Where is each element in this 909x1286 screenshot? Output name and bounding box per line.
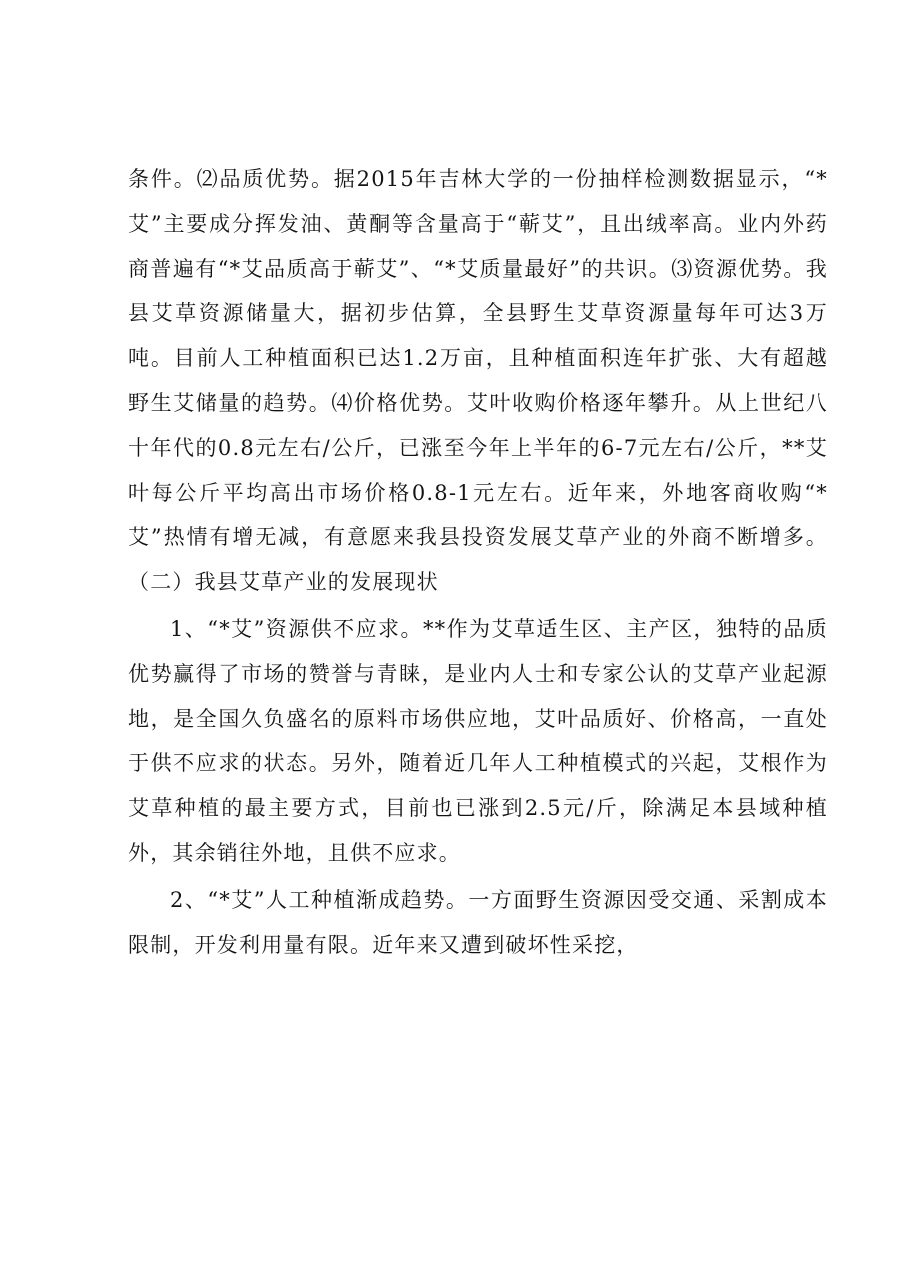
paragraph-quality-advantage: 条件。⑵品质优势。据2015年吉林大学的一份抽样检测数据显示，“*艾”主要成分挥发油、黄酮等含量高于“蕲艾”，且出绒率高。业内外药商普遍有“*艾品质高于蕲艾”、“*艾质量最好”的共识。⑶资源优势。我县艾草资源储量大，据初步估算，全县野生艾草资源量每年可达3万吨。目前人工种植面积已达1.2万亩，且种植面积连年扩张、大有超越野生艾储量的趋势。⑷价格优势。艾叶收购价格逐年攀升。从上世纪八十年代的0.8元左右/公斤，已涨至今年上半年的6-7元左右/公斤，**艾叶每公斤平均高出市场价格0.8-1元左右。近年来，外地客商收购“*艾”热情有增无减，有意愿来我县投资发展艾草产业的外商不断增多。（二）我县艾草产业的发展现状 (128, 167, 828, 595)
paragraph-artificial-planting: 2、“*艾”人工种植渐成趋势。一方面野生资源因受交通、采割成本限制，开发利用量有限。近年来又遭到破坏性采挖， (128, 887, 828, 957)
document-page (128, 157, 828, 967)
paragraph-supply-shortage: 1、“*艾”资源供不应求。**作为艾草适生区、主产区，独特的品质优势赢得了市场的赞誉与青睐，是业内人士和专家公认的艾草产业起源地，是全国久负盛名的原料市场供应地，艾叶品质好、价格高，一直处于供不应求的状态。另外，随着近几年人工种植模式的兴起，艾根作为艾草种植的最主要方式，目前也已涨到2.5元/斤，除满足本县域种植外，其余销往外地，且供不应求。 (128, 616, 828, 865)
